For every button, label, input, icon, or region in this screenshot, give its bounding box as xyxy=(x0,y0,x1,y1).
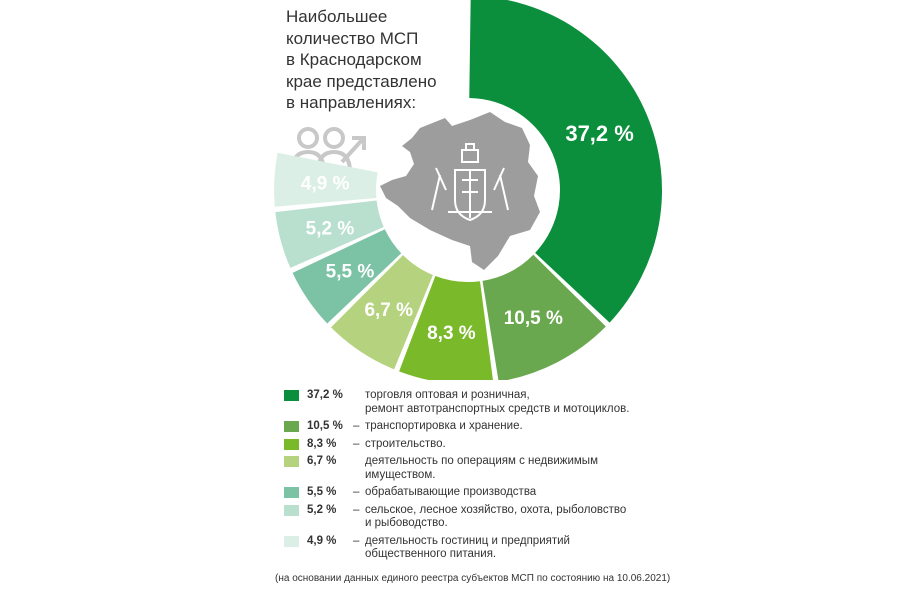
pie-label-6: 5,2 % xyxy=(305,218,355,240)
legend-value: 6,7 % xyxy=(307,455,337,467)
legend xyxy=(284,389,704,566)
legend-value: 37,2 % xyxy=(307,389,343,401)
legend-swatch xyxy=(284,390,299,401)
legend-swatch xyxy=(284,421,299,432)
legend-swatch xyxy=(284,487,299,498)
legend-item xyxy=(284,389,704,416)
pie-label-3: 8,3 % xyxy=(427,323,476,345)
legend-text: строительство. xyxy=(365,437,446,450)
pie-label-1: 37,2 % xyxy=(565,121,634,147)
legend-item xyxy=(284,438,704,452)
legend-value: 5,5 % xyxy=(307,486,337,498)
legend-swatch xyxy=(284,439,299,450)
legend-swatch xyxy=(284,505,299,516)
legend-text: транспортировка и хранение. xyxy=(365,420,523,432)
legend-dash: – xyxy=(353,420,360,432)
legend-item xyxy=(284,486,704,500)
legend-item xyxy=(284,504,704,531)
legend-value: 4,9 % xyxy=(307,534,337,547)
legend-text: обрабатывающие производства xyxy=(365,486,537,498)
krasnodar-region-map-icon xyxy=(380,112,540,270)
legend-item xyxy=(284,535,704,562)
legend-swatch xyxy=(284,456,299,467)
legend-dash: – xyxy=(353,486,360,498)
pie-label-2: 10,5 % xyxy=(503,308,563,330)
legend-item xyxy=(284,455,704,482)
legend-dash: – xyxy=(353,503,360,516)
legend-text: сельское, лесное хозяйство, охота, рыболовство и рыбоводство. xyxy=(365,503,627,529)
legend-swatch xyxy=(284,536,299,547)
source-note: (на основании данных единого реестра субъектов МСП по состоянию на 10.06.2021) xyxy=(275,573,671,584)
legend-dash: – xyxy=(353,534,360,547)
legend-text: деятельность гостиниц и предприятий общественного питания. xyxy=(365,534,570,560)
legend-dash: – xyxy=(353,437,360,450)
legend-item xyxy=(284,420,704,434)
legend-value: 5,2 % xyxy=(307,503,337,516)
legend-value: 10,5 % xyxy=(307,420,343,432)
legend-text: торговля оптовая и розничная, ремонт автотранспортных средств и мотоциклов. xyxy=(365,389,630,415)
pie-label-5: 5,5 % xyxy=(325,261,375,283)
chart-title: Наибольшее количество МСП в Краснодарском крае представлено в направлениях: xyxy=(286,7,437,112)
pie-label-7: 4,9 % xyxy=(300,173,350,195)
legend-text: деятельность по операциям с недвижимым имуществом. xyxy=(365,455,598,481)
pie-label-4: 6,7 % xyxy=(364,300,414,322)
legend-value: 8,3 % xyxy=(307,437,337,450)
